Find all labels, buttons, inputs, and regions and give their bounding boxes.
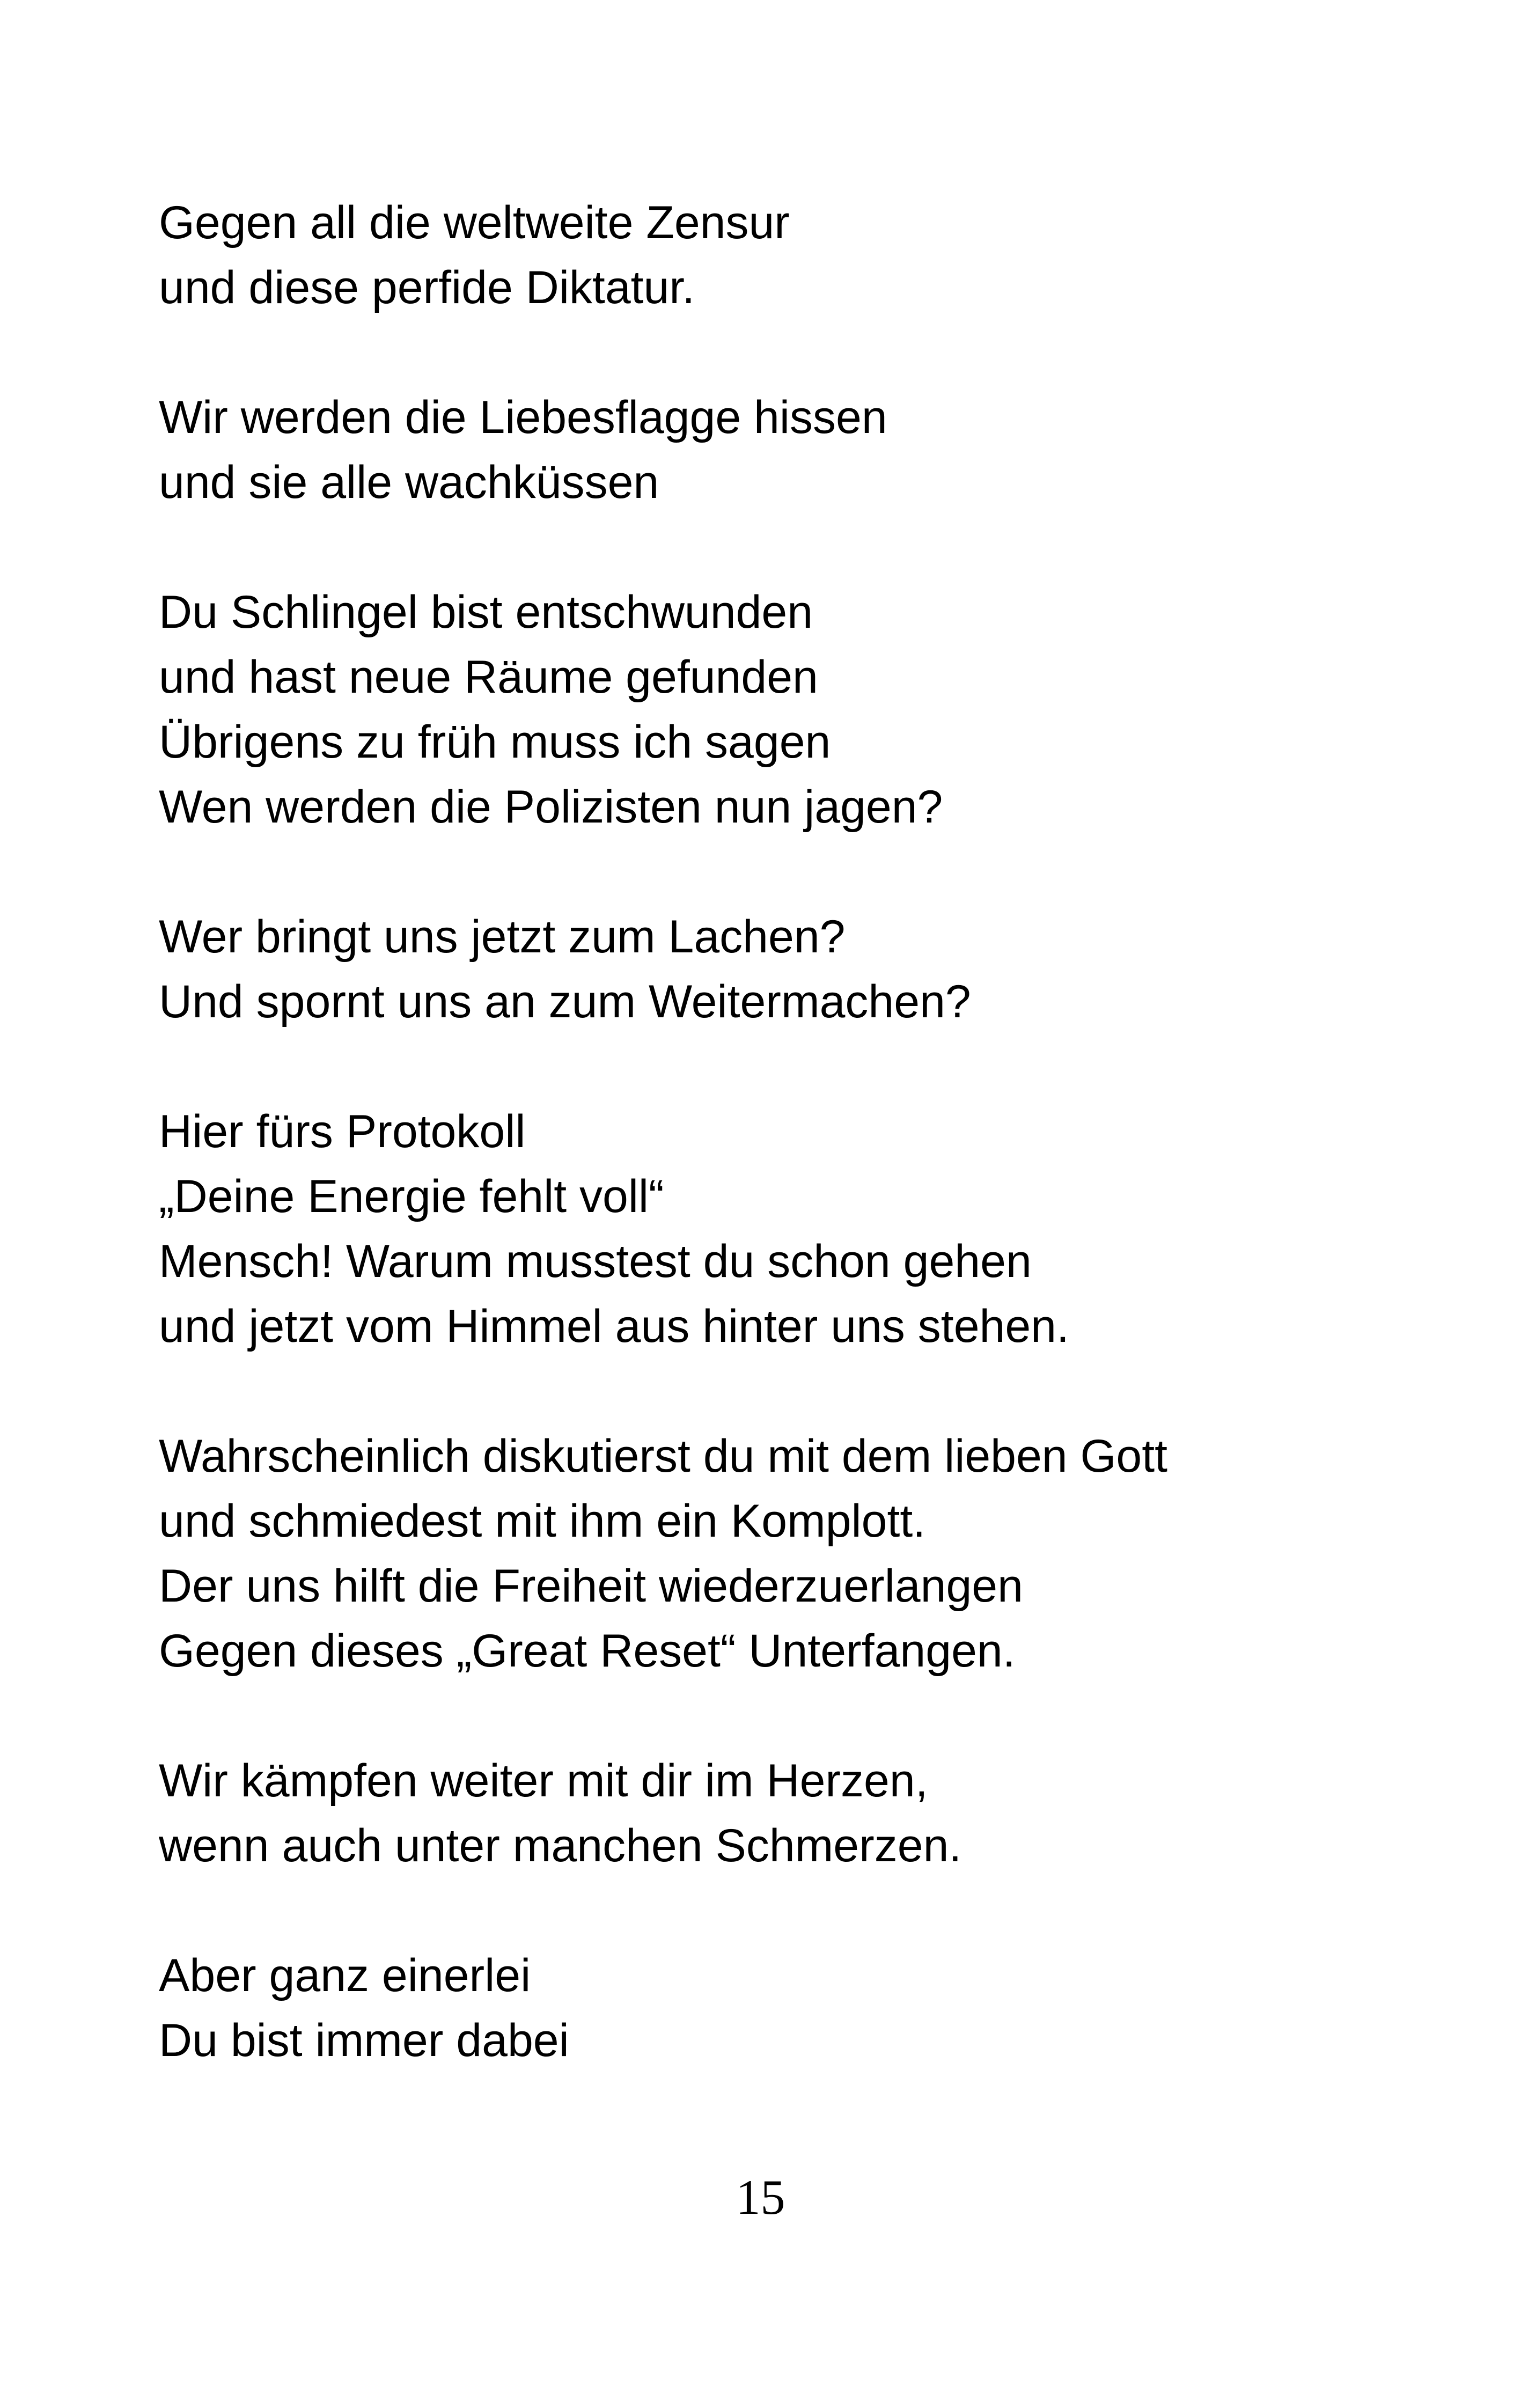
- stanza-1: [159, 190, 1446, 320]
- stanza-5: [159, 1099, 1446, 1359]
- poem-line: Wir werden die Liebesflagge hissen: [159, 392, 887, 443]
- page-number: 15: [736, 2170, 785, 2225]
- poem-line: Wer bringt uns jetzt zum Lachen?: [159, 911, 846, 963]
- poem-line: Übrigens zu früh muss ich sagen: [159, 716, 831, 768]
- stanza-2: [159, 385, 1446, 515]
- poem-line: Gegen all die weltweite Zensur: [159, 197, 790, 248]
- poem-line: Mensch! Warum musstest du schon gehen: [159, 1236, 1032, 1287]
- poem-line: Gegen dieses „Great Reset“ Unterfangen.: [159, 1625, 1016, 1677]
- poem-line: und diese perfide Diktatur.: [159, 262, 695, 313]
- poem-line: Wir kämpfen weiter mit dir im Herzen,: [159, 1755, 928, 1807]
- poem-body: [159, 190, 1446, 2073]
- poem-line: Hier fürs Protokoll: [159, 1106, 526, 1157]
- poem-line: und hast neue Räume gefunden: [159, 651, 818, 703]
- poem-line: Wen werden die Polizisten nun jagen?: [159, 781, 943, 833]
- poem-line: Aber ganz einerlei: [159, 1950, 531, 2001]
- stanza-4: [159, 905, 1446, 1034]
- poem-line: Der uns hilft die Freiheit wiederzuerlangen: [159, 1560, 1023, 1612]
- poem-line: Du bist immer dabei: [159, 2015, 569, 2066]
- poem-line: und schmiedest mit ihm ein Komplott.: [159, 1495, 926, 1547]
- poem-line: Du Schlingel bist entschwunden: [159, 586, 813, 638]
- poem-line: „Deine Energie fehlt voll“: [159, 1171, 664, 1222]
- poem-line: Und spornt uns an zum Weitermachen?: [159, 976, 971, 1027]
- poem-line: Wahrscheinlich diskutierst du mit dem lieben Gott: [159, 1430, 1168, 1482]
- stanza-7: [159, 1749, 1446, 1878]
- poem-line: und jetzt vom Himmel aus hinter uns stehen.: [159, 1301, 1069, 1352]
- poem-line: wenn auch unter manchen Schmerzen.: [159, 1820, 962, 1871]
- stanza-3: [159, 580, 1446, 840]
- stanza-6: [159, 1424, 1446, 1684]
- poem-line: und sie alle wachküssen: [159, 457, 659, 508]
- stanza-8: [159, 1943, 1446, 2073]
